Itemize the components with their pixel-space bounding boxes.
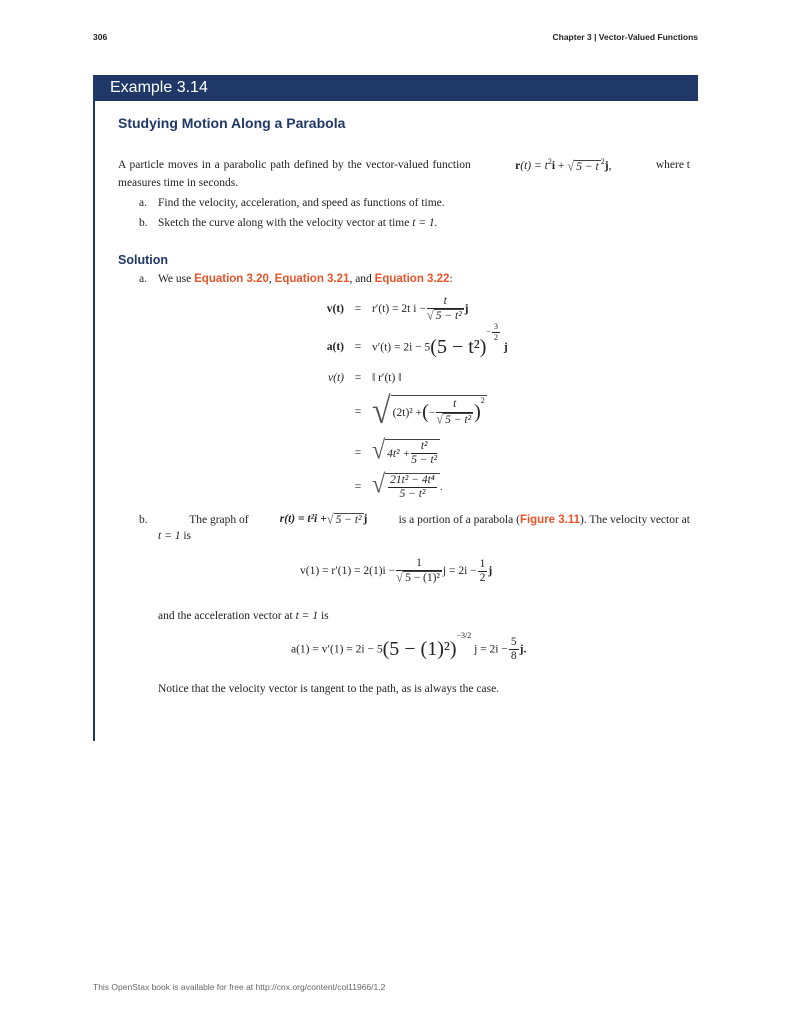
velocity-at-1: v(1) = r′(1) = 2(1)i − 1 √ 5 − (1)² j = 2i − $\frac{1}{2}$ j (300, 557, 493, 585)
eq-speed-step-3: = √ $\frac{\text{21t² − 4t⁴}}{\text{5 − t²}}$ . (354, 470, 443, 500)
eq-velocity: v(t) = r′(t) = 2t i − t √ 5 − t² j (326, 294, 469, 323)
eq-speed-step-1: = √ (2t)² + ( − t √ 5 − t² ) $^2$ (354, 391, 485, 432)
equation-3-20-link[interactable]: Equation 3.20 (194, 273, 269, 285)
task-a: a. Find the velocity, acceleration, and speed as functions of time. (139, 197, 445, 209)
example-title: Studying Motion Along a Parabola (118, 115, 346, 131)
intro-paragraph (118, 155, 690, 189)
footer-text: This OpenStax book is available for free at http://cnx.org/content/col11966/1.2 (93, 982, 386, 992)
eq-speed-step-2: = √ 4t² + $\frac{\text{t²}}{\text{5 − t²}}$ (302, 436, 510, 470)
intro-text-2: measures time in seconds. (118, 177, 239, 189)
acceleration-intro: and the acceleration vector at t = 1 is (158, 610, 329, 622)
chapter-title: Chapter 3 | Vector-Valued Functions (552, 32, 698, 42)
derivation-equations (302, 292, 510, 504)
figure-3-11-link[interactable]: Figure 3.11 (519, 513, 581, 526)
notice-text: Notice that the velocity vector is tangent to the path, as is always the case. (158, 683, 500, 695)
solution-heading: Solution (118, 253, 168, 267)
example-left-rule (93, 101, 95, 741)
solution-a-intro: a. We use Equation 3.20, Equation 3.21, and Equation 3.22: (139, 273, 453, 285)
example-banner (93, 75, 698, 101)
intro-math: $r(t) = t^2i$ + √ 5 − t $^2$j, (515, 157, 612, 174)
eq-speed: v(t) = ‖ r′(t) ‖ (328, 372, 402, 384)
intro-where: where t (655, 159, 690, 171)
equation-3-21-link[interactable]: Equation 3.21 (274, 273, 350, 285)
example-label: Example 3.14 (110, 79, 208, 96)
task-b: b. Sketch the curve along with the velocity vector at time t = 1. (139, 217, 438, 229)
eq-acceleration: a(t) = $v'(t) = 2i - 5(5 - t^2)^{- \frac{3}{2}}$ j (326, 322, 508, 359)
acceleration-at-1: $a(1) = v'(1) = 2i - 5(5 - (1)^2)^{-3/2}$ j = 2i − $\frac{5}{8}$ j. (291, 630, 527, 663)
part-b-paragraph: b. The graph of r(t) = t²i + √ 5 − t² j is a portion of a parabola (Figure 3.11). The velocity vector at t = 1 is (139, 511, 690, 542)
intro-text: A particle moves in a parabolic path defined by the vector-valued function (118, 159, 471, 171)
page-number: 306 (93, 32, 108, 42)
equation-3-22-link[interactable]: Equation 3.22 (374, 273, 450, 285)
